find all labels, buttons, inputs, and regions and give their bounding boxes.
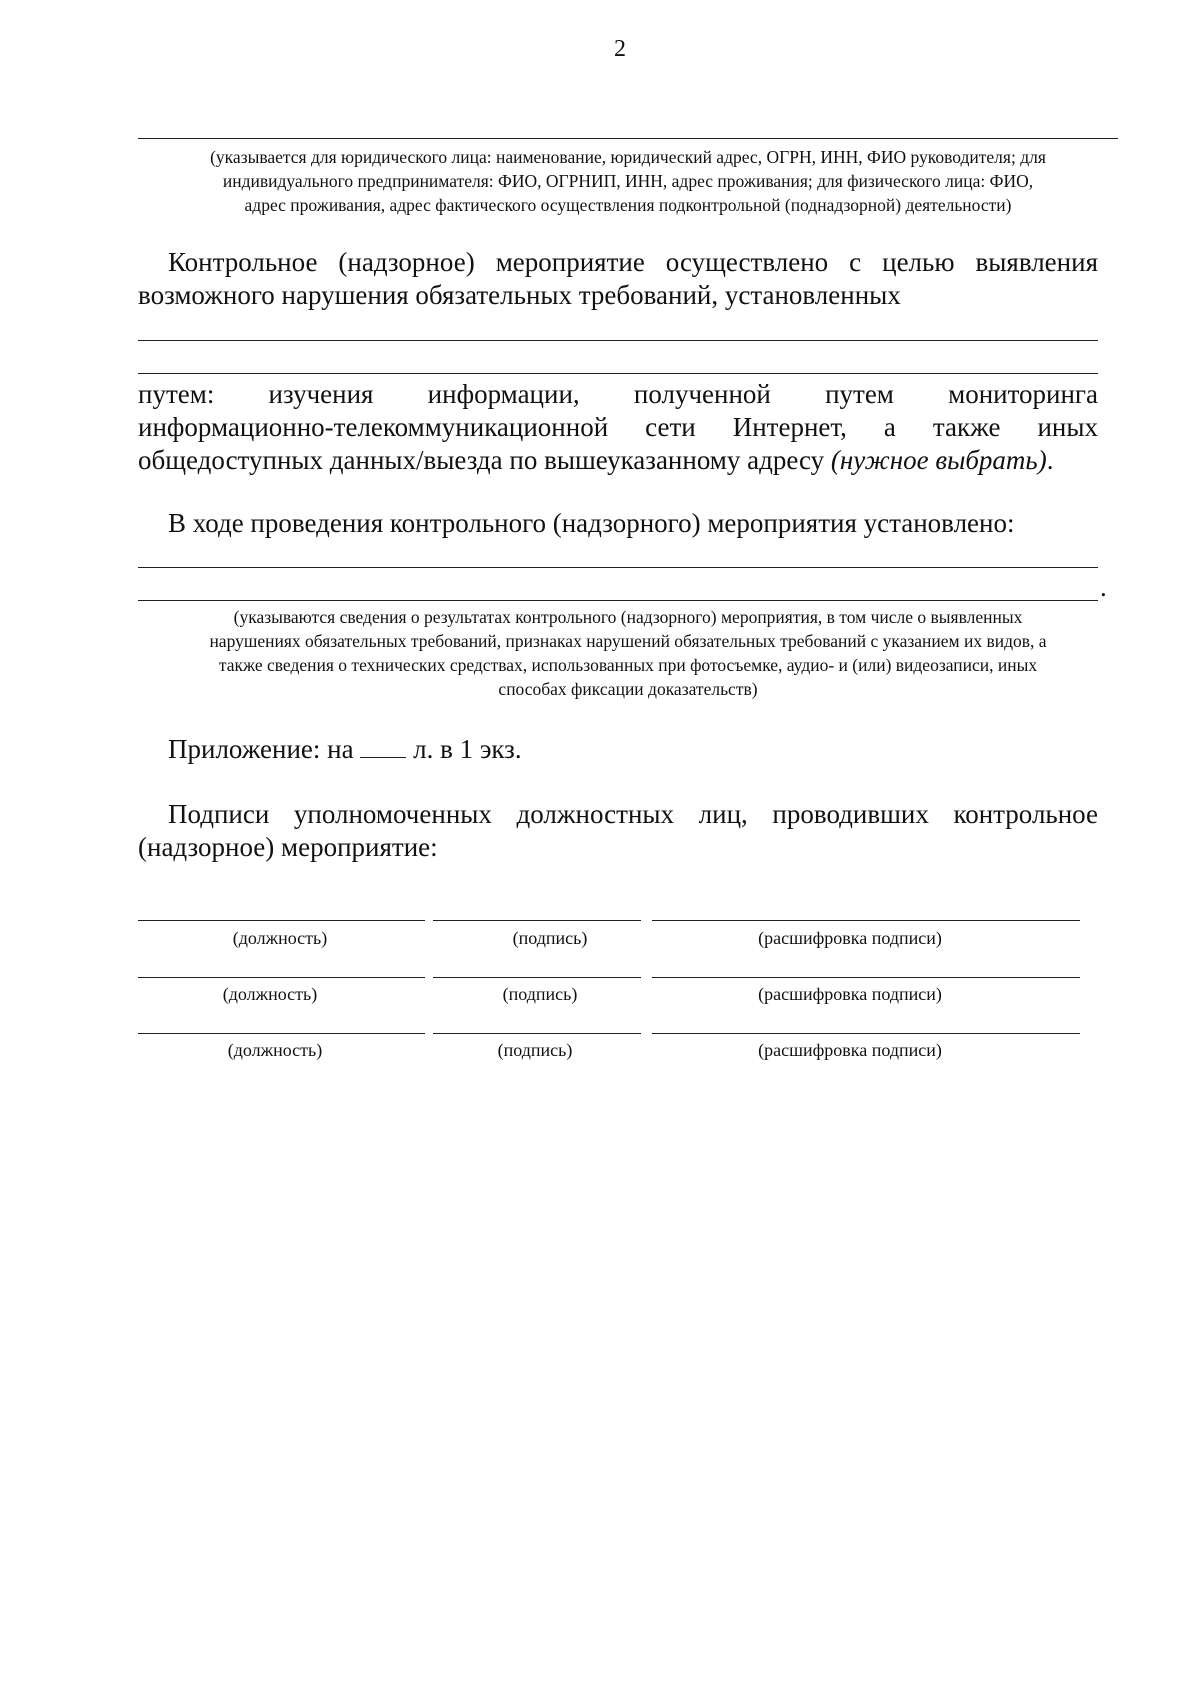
signature-line (433, 1033, 641, 1034)
requirements-blank-line-1 (138, 340, 1098, 341)
position-label: (должность) (227, 1040, 323, 1060)
findings-caption-line-4: способах фиксации доказательств) (498, 679, 758, 699)
requirements-blank-line-2 (138, 373, 1098, 374)
choose-needed-note: (нужное выбрать) (830, 445, 1047, 475)
signature-decoding-line (652, 977, 1080, 978)
findings-heading: В ходе проведения контрольного (надзорного) мероприятия установлено: (168, 508, 1015, 538)
position-label: (должность) (222, 984, 318, 1004)
signature-label: (подпись) (497, 1040, 573, 1060)
page-number: 2 (614, 36, 626, 62)
signature-decoding-label: (расшифровка подписи) (758, 1040, 942, 1060)
signatures-intro-line-1: Подписи уполномоченных должностных лиц, проводивших контрольное (168, 799, 1098, 829)
entity-caption-line-1: (указывается для юридического лица: наименование, юридический адрес, ОГРН, ИНН, ФИО руководителя; для (210, 147, 1046, 167)
method-line-2: информационно-телекоммуникационной сети Интернет, а также иных (138, 412, 1098, 442)
position-line (138, 1033, 425, 1034)
findings-end-dot: . (1100, 572, 1107, 602)
signatures-intro-line-2: (надзорное) мероприятие: (138, 832, 438, 862)
signature-line (433, 920, 641, 921)
signature-decoding-line (652, 920, 1080, 921)
position-line (138, 920, 425, 921)
signature-decoding-line (652, 1033, 1080, 1034)
signature-label: (подпись) (512, 928, 588, 948)
attachment-prefix: Приложение: на (168, 734, 354, 764)
findings-caption-line-2: нарушениях обязательных требований, признаках нарушений обязательных требований с указанием их видов, а (209, 631, 1047, 651)
entity-caption-line-3: адрес проживания, адрес фактического осуществления подконтрольной (поднадзорной) деятельности) (244, 195, 1012, 215)
position-label: (должность) (232, 928, 328, 948)
findings-caption-line-3: также сведения о технических средствах, использованных при фотосъемке, аудио- и (или) видеозаписи, иных (218, 655, 1038, 675)
method-line-3-text: общедоступных данных/выезда по вышеуказанному адресу (138, 445, 825, 475)
signature-label: (подпись) (502, 984, 578, 1004)
purpose-line-2: возможного нарушения обязательных требований, установленных (138, 280, 901, 310)
findings-blank-line-2 (138, 600, 1098, 601)
attachment-pages-blank (360, 735, 406, 758)
attachment-suffix: л. в 1 экз. (413, 734, 522, 764)
method-line-1: путем: изучения информации, полученной путем мониторинга (138, 379, 1098, 409)
purpose-line-1: Контрольное (надзорное) мероприятие осуществлено с целью выявления (168, 247, 1098, 277)
method-line-3-end: . (1046, 445, 1054, 475)
findings-blank-line-1 (138, 567, 1098, 568)
signature-decoding-label: (расшифровка подписи) (758, 928, 942, 948)
method-line-3 (138, 444, 1098, 477)
position-line (138, 977, 425, 978)
signature-line (433, 977, 641, 978)
entity-caption-line-2: индивидуального предпринимателя: ФИО, ОГРНИП, ИНН, адрес проживания; для физического лица: ФИО, (222, 171, 1034, 191)
attachment-line (168, 733, 1098, 766)
entity-blank-line (138, 138, 1118, 139)
signature-decoding-label: (расшифровка подписи) (758, 984, 942, 1004)
findings-caption-line-1: (указываются сведения о результатах контрольного (надзорного) мероприятия, в том числе о выявленных (233, 607, 1023, 627)
